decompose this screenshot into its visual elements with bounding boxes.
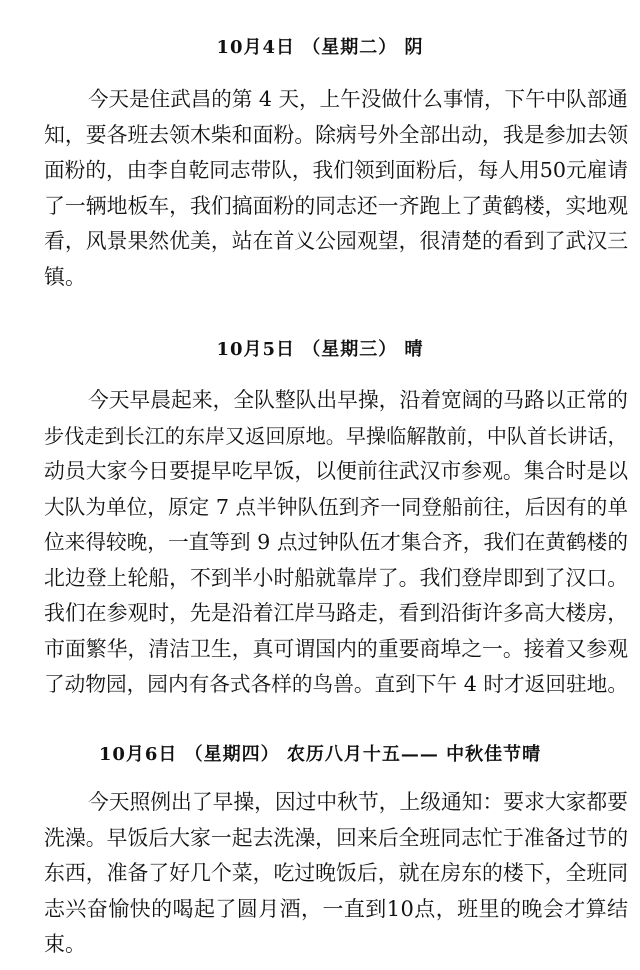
text-line: 市面繁华，清洁卫生，真可谓国内的重要商埠之一。接着又参观 xyxy=(44,636,628,661)
diary-entry-oct-5 xyxy=(0,338,640,362)
diary-entry-oct-6 xyxy=(0,743,640,767)
text-line: 位来得较晚，一直等到 9 点过钟队伍才集合齐，我们在黄鹤楼的 xyxy=(44,530,628,554)
text-line: 动员大家今日要提早吃早饭，以便前往武汉市参观。集合时是以 xyxy=(44,459,628,483)
text-line: 志兴奋愉快的喝起了圆月酒，一直到10点，班里的晚会才算结 xyxy=(44,896,628,921)
text-line: 大队为单位，原定 7 点半钟队伍到齐一同登船前往，后因有的单 xyxy=(44,494,628,519)
text-line: 知，要各班去领木柴和面粉。除病号外全部出动，我是参加去领 xyxy=(44,122,628,147)
text-line: 了动物园，园内有各式各样的鸟兽。直到下午 4 时才返回驻地。 xyxy=(44,672,628,696)
text-line: 我们在参观时，先是沿着江岸马路走，看到沿街许多高大楼房， xyxy=(44,601,628,625)
text-line: 看，风景果然优美，站在首义公园观望，很清楚的看到了武汉三 xyxy=(44,229,628,253)
text-line: 镇。 xyxy=(44,264,86,289)
text-line: 面粉的，由李自乾同志带队，我们领到面粉后，每人用50元雇请 xyxy=(44,158,628,182)
text-line: 东西，准备了好几个菜，吃过晚饭后，就在房东的楼下，全班同 xyxy=(44,861,628,885)
text-line: 步伐走到长江的东岸又返回原地。早操临解散前，中队首长讲话， xyxy=(44,423,628,448)
entry-body xyxy=(44,383,628,703)
text-line: 北边登上轮船，不到半小时船就靠岸了。我们登岸即到了汉口。 xyxy=(44,565,628,590)
entry-body xyxy=(44,82,628,295)
text-line: 了一辆地板车，我们搞面粉的同志还一齐跑上了黄鹤楼，实地观 xyxy=(44,193,628,218)
text-line: 束。 xyxy=(44,932,86,956)
entry-heading: 10月6日 （星期四） 农历八月十五—— 中秋佳节晴 xyxy=(98,744,542,765)
text-line: 今天照例出了早操，因过中秋节，上级通知：要求大家都要 xyxy=(88,790,628,814)
entry-heading: 10月5日 （星期三） 晴 xyxy=(216,339,424,360)
diary-entry-oct-4 xyxy=(0,36,640,60)
text-line: 洗澡。早饭后大家一起去洗澡，回来后全班同志忙于准备过节的 xyxy=(44,825,628,850)
text-line: 今天早晨起来，全队整队出早操，沿着宽阔的马路以正常的 xyxy=(88,388,628,412)
text-line: 今天是住武昌的第 4 天，上午没做什么事情，下午中队部通 xyxy=(88,87,628,111)
entry-heading: 10月4日 （星期二） 阴 xyxy=(216,37,424,58)
entry-body xyxy=(44,785,628,963)
